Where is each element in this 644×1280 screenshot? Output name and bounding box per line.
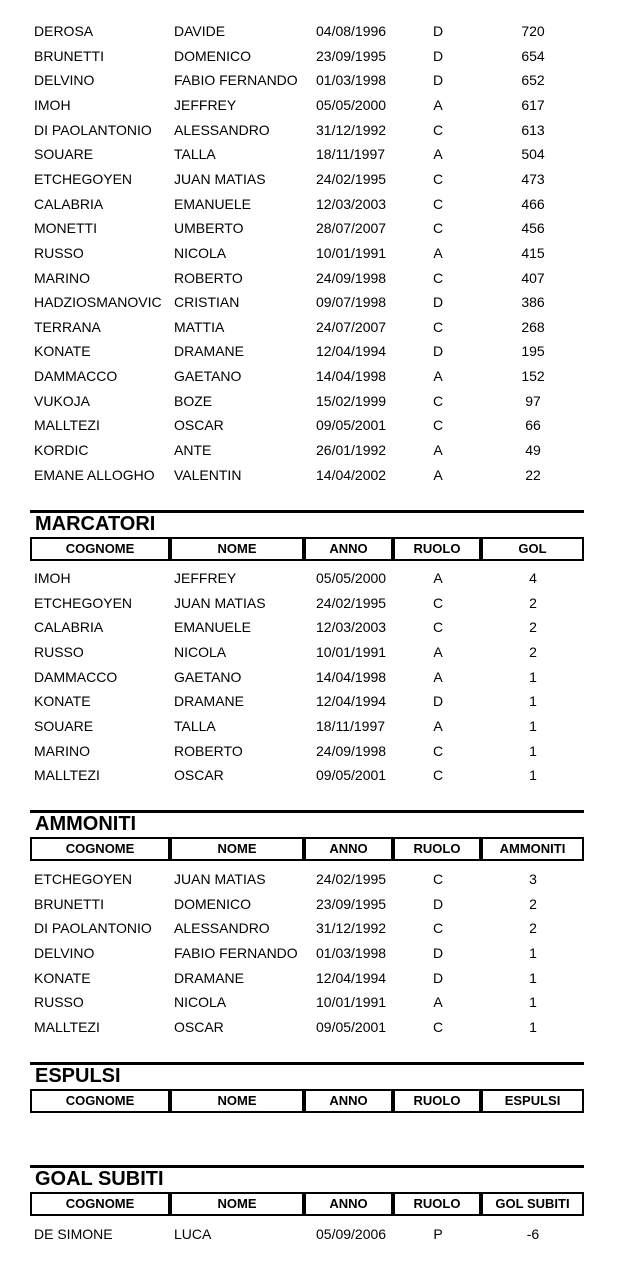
marcatori-cell-nome: GAETANO: [174, 669, 242, 685]
section-title-bar: [30, 1165, 584, 1194]
marcatori-cell-ruolo: C: [432, 595, 444, 611]
marcatori-cell-nome: EMANUELE: [174, 619, 252, 635]
section-title: GOAL SUBITI: [35, 1168, 164, 1190]
player-stat-cell-ruolo: C: [432, 196, 444, 212]
player-stat-cell-cognome: MARINO: [34, 270, 90, 286]
goal-subiti-cell-anno: 05/09/2006: [316, 1226, 387, 1242]
player-stat-cell-value: 386: [521, 294, 545, 310]
player-stat-cell-anno: 10/01/1991: [316, 245, 387, 261]
header-cell-value: AMMONITI: [481, 837, 584, 861]
goal-subiti-cell-nome: LUCA: [174, 1226, 212, 1242]
marcatori-cell-value: 1: [529, 718, 537, 734]
marcatori-cell-anno: 24/09/1998: [316, 743, 387, 759]
marcatori-cell-nome: NICOLA: [174, 644, 227, 660]
marcatori-cell-ruolo: A: [433, 669, 443, 685]
player-stat-row: [0, 465, 644, 485]
player-stat-cell-ruolo: C: [432, 122, 444, 138]
player-stat-row: [0, 317, 644, 337]
player-stat-cell-value: 152: [521, 368, 545, 384]
player-stat-cell-ruolo: A: [433, 146, 443, 162]
player-stat-cell-cognome: DAMMACCO: [34, 368, 118, 384]
goal-subiti-cell-value: -6: [526, 1226, 540, 1242]
header-cell-ruolo: RUOLO: [393, 1192, 481, 1216]
player-stat-cell-ruolo: C: [432, 393, 444, 409]
header-cell-ruolo: RUOLO: [393, 837, 481, 861]
player-stat-cell-cognome: EMANE ALLOGHO: [34, 467, 155, 483]
marcatori-cell-anno: 24/02/1995: [316, 595, 387, 611]
marcatori-cell-cognome: DAMMACCO: [34, 669, 118, 685]
marcatori-cell-anno: 10/01/1991: [316, 644, 387, 660]
table-header: [30, 537, 584, 561]
player-stat-cell-value: 195: [521, 343, 545, 359]
marcatori-cell-value: 2: [529, 619, 537, 635]
player-stat-cell-value: 22: [525, 467, 541, 483]
player-stat-cell-cognome: SOUARE: [34, 146, 94, 162]
player-stat-row: [0, 194, 644, 214]
player-stat-cell-nome: JUAN MATIAS: [174, 171, 266, 187]
ammoniti-cell-nome: OSCAR: [174, 1019, 224, 1035]
player-stat-cell-anno: 18/11/1997: [316, 146, 386, 162]
header-cell-cognome: COGNOME: [30, 837, 170, 861]
ammoniti-cell-value: 1: [529, 945, 537, 961]
ammoniti-row: [0, 869, 644, 889]
player-stat-row: [0, 169, 644, 189]
section-title-bar: [30, 1062, 584, 1091]
player-stat-cell-ruolo: D: [432, 48, 444, 64]
marcatori-cell-cognome: IMOH: [34, 570, 71, 586]
header-cell-cognome: COGNOME: [30, 1089, 170, 1113]
player-stat-cell-value: 720: [521, 23, 545, 39]
player-stat-cell-value: 456: [521, 220, 545, 236]
player-stat-cell-nome: JEFFREY: [174, 97, 237, 113]
player-stat-cell-value: 97: [525, 393, 541, 409]
marcatori-row: [0, 617, 644, 637]
player-stat-cell-cognome: KONATE: [34, 343, 91, 359]
header-cell-anno: ANNO: [304, 1192, 393, 1216]
marcatori-cell-cognome: KONATE: [34, 693, 91, 709]
player-stat-cell-anno: 15/02/1999: [316, 393, 387, 409]
player-stat-cell-nome: FABIO FERNANDO: [174, 72, 298, 88]
marcatori-row: [0, 716, 644, 736]
player-stat-cell-anno: 01/03/1998: [316, 72, 387, 88]
marcatori-cell-ruolo: C: [432, 743, 444, 759]
header-cell-nome: NOME: [170, 1192, 304, 1216]
player-stat-cell-value: 617: [521, 97, 545, 113]
player-stat-cell-nome: GAETANO: [174, 368, 242, 384]
player-stat-cell-nome: CRISTIAN: [174, 294, 240, 310]
ammoniti-cell-cognome: DELVINO: [34, 945, 95, 961]
header-cell-anno: ANNO: [304, 537, 393, 561]
ammoniti-row: [0, 918, 644, 938]
section-espulsi: [30, 1062, 584, 1108]
player-stat-cell-ruolo: D: [432, 294, 444, 310]
player-stat-cell-value: 407: [521, 270, 545, 286]
goal-subiti-cell-ruolo: P: [433, 1226, 443, 1242]
marcatori-cell-ruolo: A: [433, 644, 443, 660]
player-stat-cell-anno: 24/09/1998: [316, 270, 387, 286]
player-stat-cell-nome: DAVIDE: [174, 23, 226, 39]
marcatori-row: [0, 593, 644, 613]
marcatori-cell-cognome: SOUARE: [34, 718, 94, 734]
player-stat-row: [0, 415, 644, 435]
player-stat-cell-cognome: RUSSO: [34, 245, 84, 261]
ammoniti-cell-ruolo: A: [433, 994, 443, 1010]
section-title-bar: [30, 510, 584, 539]
marcatori-cell-nome: DRAMANE: [174, 693, 245, 709]
player-stat-cell-ruolo: A: [433, 442, 443, 458]
player-stat-cell-nome: ALESSANDRO: [174, 122, 270, 138]
marcatori-cell-cognome: MARINO: [34, 743, 90, 759]
player-stat-cell-ruolo: C: [432, 417, 444, 433]
player-stat-cell-ruolo: C: [432, 319, 444, 335]
table-header: [30, 837, 584, 861]
ammoniti-cell-nome: NICOLA: [174, 994, 227, 1010]
marcatori-cell-nome: TALLA: [174, 718, 216, 734]
ammoniti-row: [0, 1017, 644, 1037]
player-stat-cell-nome: DOMENICO: [174, 48, 251, 64]
player-stat-cell-value: 504: [521, 146, 545, 162]
table-header: [30, 1192, 584, 1216]
marcatori-row: [0, 667, 644, 687]
marcatori-cell-anno: 14/04/1998: [316, 669, 387, 685]
marcatori-cell-anno: 05/05/2000: [316, 570, 387, 586]
player-stat-cell-anno: 12/04/1994: [316, 343, 387, 359]
ammoniti-cell-anno: 12/04/1994: [316, 970, 387, 986]
ammoniti-row: [0, 968, 644, 988]
marcatori-cell-anno: 09/05/2001: [316, 767, 387, 783]
ammoniti-cell-value: 3: [529, 871, 537, 887]
player-stat-cell-cognome: DELVINO: [34, 72, 95, 88]
marcatori-cell-nome: OSCAR: [174, 767, 224, 783]
ammoniti-cell-nome: JUAN MATIAS: [174, 871, 266, 887]
marcatori-cell-cognome: ETCHEGOYEN: [34, 595, 133, 611]
player-stat-cell-cognome: ETCHEGOYEN: [34, 171, 133, 187]
player-stat-cell-anno: 31/12/1992: [316, 122, 387, 138]
player-stat-cell-ruolo: C: [432, 171, 444, 187]
player-stat-cell-ruolo: C: [432, 220, 444, 236]
marcatori-cell-ruolo: C: [432, 767, 444, 783]
header-cell-ruolo: RUOLO: [393, 537, 481, 561]
player-stat-row: [0, 440, 644, 460]
player-stat-cell-cognome: MALLTEZI: [34, 417, 100, 433]
marcatori-cell-anno: 12/03/2003: [316, 619, 387, 635]
player-stat-row: [0, 292, 644, 312]
player-stat-cell-cognome: BRUNETTI: [34, 48, 104, 64]
header-cell-anno: ANNO: [304, 1089, 393, 1113]
player-stat-cell-value: 49: [525, 442, 541, 458]
marcatori-cell-value: 1: [529, 693, 537, 709]
player-stat-cell-nome: DRAMANE: [174, 343, 245, 359]
player-stat-cell-cognome: HADZIOSMANOVIC: [34, 294, 162, 310]
section-goal-subiti: [30, 1165, 584, 1211]
marcatori-cell-cognome: RUSSO: [34, 644, 84, 660]
player-stat-row: [0, 120, 644, 140]
player-stat-cell-anno: 24/07/2007: [316, 319, 387, 335]
ammoniti-cell-cognome: ETCHEGOYEN: [34, 871, 133, 887]
marcatori-cell-anno: 18/11/1997: [316, 718, 386, 734]
player-stat-row: [0, 144, 644, 164]
player-stat-row: [0, 46, 644, 66]
ammoniti-cell-ruolo: C: [432, 920, 444, 936]
player-stat-cell-ruolo: D: [432, 343, 444, 359]
player-stat-cell-cognome: MONETTI: [34, 220, 97, 236]
header-cell-nome: NOME: [170, 837, 304, 861]
marcatori-row: [0, 568, 644, 588]
player-stat-cell-nome: NICOLA: [174, 245, 227, 261]
ammoniti-row: [0, 894, 644, 914]
ammoniti-cell-anno: 24/02/1995: [316, 871, 387, 887]
player-stat-cell-nome: TALLA: [174, 146, 216, 162]
section-title: AMMONITI: [35, 813, 137, 835]
player-stat-cell-anno: 26/01/1992: [316, 442, 387, 458]
ammoniti-cell-anno: 10/01/1991: [316, 994, 387, 1010]
header-cell-nome: NOME: [170, 537, 304, 561]
marcatori-cell-ruolo: D: [432, 693, 444, 709]
marcatori-cell-value: 1: [529, 743, 537, 759]
header-cell-nome: NOME: [170, 1089, 304, 1113]
player-stat-cell-value: 466: [521, 196, 545, 212]
header-cell-cognome: COGNOME: [30, 537, 170, 561]
header-cell-value: ESPULSI: [481, 1089, 584, 1113]
player-stat-cell-cognome: TERRANA: [34, 319, 101, 335]
marcatori-cell-anno: 12/04/1994: [316, 693, 387, 709]
ammoniti-cell-cognome: BRUNETTI: [34, 896, 104, 912]
player-stat-cell-nome: OSCAR: [174, 417, 224, 433]
player-stat-cell-cognome: DEROSA: [34, 23, 94, 39]
ammoniti-cell-value: 2: [529, 896, 537, 912]
player-stat-cell-anno: 12/03/2003: [316, 196, 387, 212]
player-stat-cell-cognome: DI PAOLANTONIO: [34, 122, 152, 138]
player-stat-row: [0, 21, 644, 41]
player-stat-cell-nome: BOZE: [174, 393, 213, 409]
player-stat-row: [0, 391, 644, 411]
marcatori-cell-ruolo: C: [432, 619, 444, 635]
player-stat-row: [0, 95, 644, 115]
player-stat-cell-ruolo: A: [433, 368, 443, 384]
player-stat-cell-value: 268: [521, 319, 545, 335]
player-stat-cell-value: 473: [521, 171, 545, 187]
section-ammoniti: [30, 810, 584, 856]
player-stat-cell-value: 652: [521, 72, 545, 88]
player-stat-cell-nome: MATTIA: [174, 319, 225, 335]
player-stat-cell-anno: 14/04/2002: [316, 467, 387, 483]
player-stat-cell-cognome: VUKOJA: [34, 393, 91, 409]
ammoniti-cell-nome: DRAMANE: [174, 970, 245, 986]
section-title-bar: [30, 810, 584, 839]
header-cell-value: GOL SUBITI: [481, 1192, 584, 1216]
marcatori-cell-cognome: MALLTEZI: [34, 767, 100, 783]
ammoniti-cell-anno: 23/09/1995: [316, 896, 387, 912]
player-stat-cell-value: 613: [521, 122, 545, 138]
ammoniti-cell-ruolo: D: [432, 945, 444, 961]
marcatori-cell-ruolo: A: [433, 718, 443, 734]
goal-subiti-row: [0, 1224, 644, 1244]
player-stat-row: [0, 341, 644, 361]
goal-subiti-cell-cognome: DE SIMONE: [34, 1226, 113, 1242]
marcatori-cell-cognome: CALABRIA: [34, 619, 104, 635]
player-stat-cell-anno: 24/02/1995: [316, 171, 387, 187]
ammoniti-cell-nome: DOMENICO: [174, 896, 251, 912]
player-stat-cell-ruolo: C: [432, 270, 444, 286]
ammoniti-cell-anno: 09/05/2001: [316, 1019, 387, 1035]
player-stat-cell-nome: ROBERTO: [174, 270, 243, 286]
marcatori-cell-ruolo: A: [433, 570, 443, 586]
ammoniti-cell-anno: 01/03/1998: [316, 945, 387, 961]
player-stat-row: [0, 218, 644, 238]
player-stat-cell-value: 66: [525, 417, 541, 433]
player-stat-cell-nome: ANTE: [174, 442, 212, 458]
ammoniti-cell-value: 1: [529, 994, 537, 1010]
ammoniti-cell-anno: 31/12/1992: [316, 920, 387, 936]
ammoniti-cell-nome: ALESSANDRO: [174, 920, 270, 936]
marcatori-row: [0, 765, 644, 785]
ammoniti-cell-ruolo: D: [432, 970, 444, 986]
player-stat-cell-ruolo: D: [432, 23, 444, 39]
marcatori-cell-nome: JEFFREY: [174, 570, 237, 586]
player-stat-cell-anno: 28/07/2007: [316, 220, 387, 236]
ammoniti-cell-value: 1: [529, 970, 537, 986]
ammoniti-cell-value: 1: [529, 1019, 537, 1035]
player-stat-cell-nome: UMBERTO: [174, 220, 244, 236]
player-stat-row: [0, 268, 644, 288]
player-stat-cell-ruolo: A: [433, 467, 443, 483]
player-stat-cell-ruolo: A: [433, 245, 443, 261]
player-stat-cell-anno: 09/07/1998: [316, 294, 387, 310]
player-stat-cell-anno: 04/08/1996: [316, 23, 387, 39]
ammoniti-cell-value: 2: [529, 920, 537, 936]
ammoniti-cell-cognome: RUSSO: [34, 994, 84, 1010]
header-cell-value: GOL: [481, 537, 584, 561]
player-stat-cell-anno: 23/09/1995: [316, 48, 387, 64]
player-stat-cell-ruolo: A: [433, 97, 443, 113]
player-stat-cell-value: 415: [521, 245, 545, 261]
player-stat-cell-nome: VALENTIN: [174, 467, 242, 483]
ammoniti-cell-ruolo: C: [432, 1019, 444, 1035]
section-title: MARCATORI: [35, 513, 156, 535]
section-title: ESPULSI: [35, 1065, 121, 1087]
header-cell-cognome: COGNOME: [30, 1192, 170, 1216]
marcatori-cell-value: 1: [529, 767, 537, 783]
player-stat-cell-anno: 09/05/2001: [316, 417, 387, 433]
player-stat-row: [0, 366, 644, 386]
section-marcatori: [30, 510, 584, 556]
marcatori-cell-value: 4: [529, 570, 537, 586]
player-stat-cell-value: 654: [521, 48, 545, 64]
ammoniti-cell-cognome: KONATE: [34, 970, 91, 986]
marcatori-cell-nome: JUAN MATIAS: [174, 595, 266, 611]
marcatori-cell-value: 1: [529, 669, 537, 685]
player-stat-cell-cognome: CALABRIA: [34, 196, 104, 212]
player-stat-row: [0, 243, 644, 263]
player-stat-cell-cognome: KORDIC: [34, 442, 89, 458]
ammoniti-cell-cognome: DI PAOLANTONIO: [34, 920, 152, 936]
header-cell-anno: ANNO: [304, 837, 393, 861]
ammoniti-cell-ruolo: D: [432, 896, 444, 912]
table-header: [30, 1089, 584, 1113]
player-stat-cell-cognome: IMOH: [34, 97, 71, 113]
ammoniti-row: [0, 992, 644, 1012]
player-stat-cell-nome: EMANUELE: [174, 196, 252, 212]
ammoniti-row: [0, 943, 644, 963]
marcatori-cell-value: 2: [529, 595, 537, 611]
ammoniti-cell-nome: FABIO FERNANDO: [174, 945, 298, 961]
player-stat-cell-anno: 05/05/2000: [316, 97, 387, 113]
header-cell-ruolo: RUOLO: [393, 1089, 481, 1113]
player-stat-cell-ruolo: D: [432, 72, 444, 88]
player-stat-row: [0, 70, 644, 90]
marcatori-cell-nome: ROBERTO: [174, 743, 243, 759]
player-stat-cell-anno: 14/04/1998: [316, 368, 387, 384]
ammoniti-cell-cognome: MALLTEZI: [34, 1019, 100, 1035]
marcatori-cell-value: 2: [529, 644, 537, 660]
marcatori-row: [0, 642, 644, 662]
ammoniti-cell-ruolo: C: [432, 871, 444, 887]
marcatori-row: [0, 691, 644, 711]
marcatori-row: [0, 741, 644, 761]
